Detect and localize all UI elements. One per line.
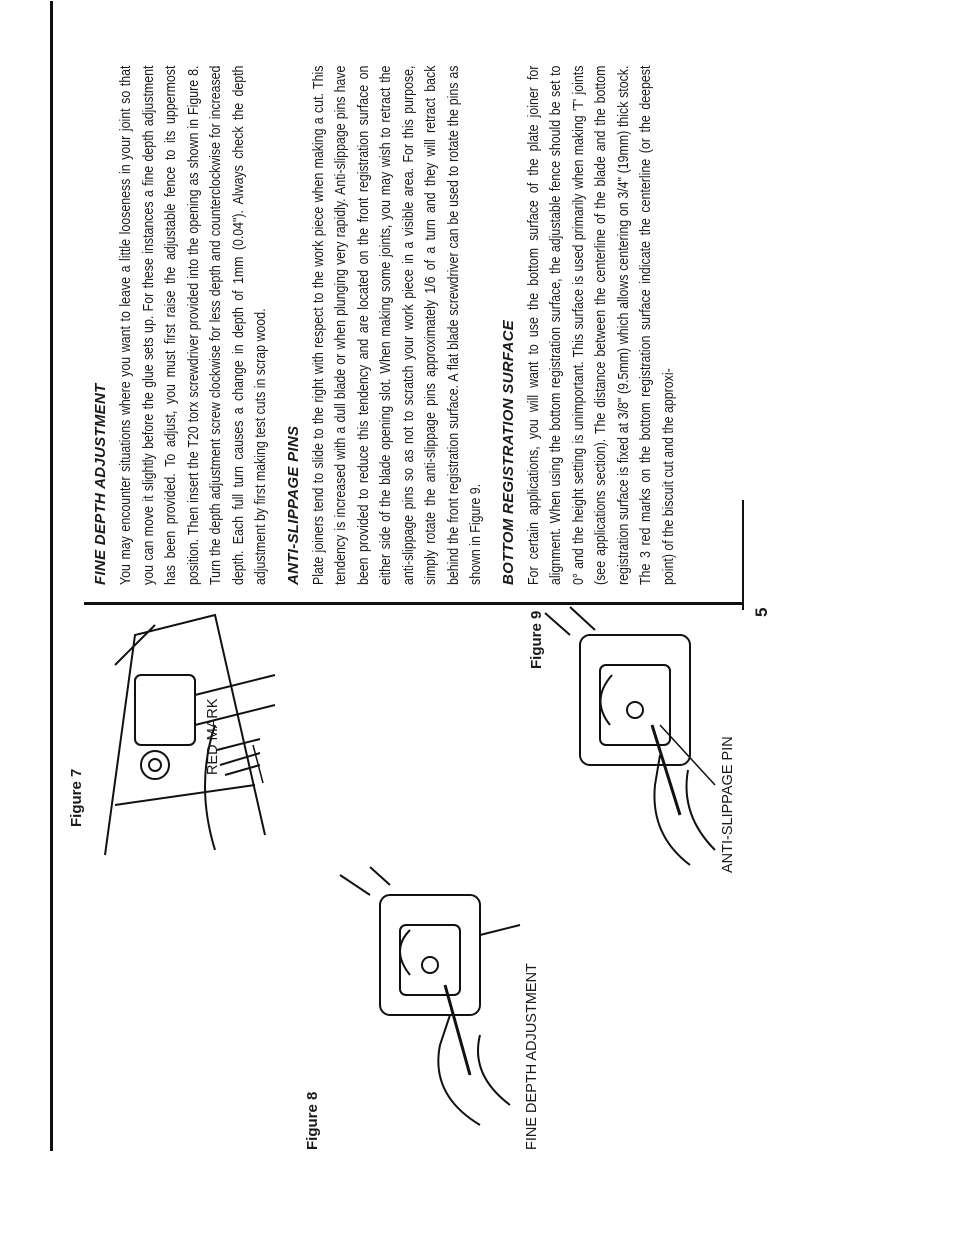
section-anti-slippage [285, 65, 488, 585]
figure-8-label: Figure 8 [304, 1091, 321, 1150]
figure-7-label: Figure 7 [68, 768, 85, 827]
figure-9-illustration [540, 605, 720, 875]
section-bottom-registration [500, 65, 681, 585]
section-fine-depth [92, 65, 273, 585]
heading-fine-depth: FINE DEPTH ADJUSTMENT [92, 383, 109, 585]
body-bottom-registration: For certain applications, you will want to use the bottom surface of the plate joiner for alignment. When using the bottom registration surface, the adjustable fence should be set to 0° and the height setting is unimportant. This surface is used primarily when making 'T' joints (see applications section). The distance between the centerline of the blade and the bottom registration surface is fixed at 3/8" (9.5mm) which allows centering on 3/4" (19mm) thick stock. The 3 red marks on the bottom registration surface indicate the centerline (or the deepest point) of the biscuit cut and the approxi- [525, 65, 677, 585]
figure-9-label: Figure 9 [528, 610, 545, 669]
figure-9-callout: ANTI-SLIPPAGE PIN [720, 736, 736, 873]
figure-8-callout: FINE DEPTH ADJUSTMENT [524, 963, 540, 1150]
body-anti-slippage: Plate joiners tend to slide to the right with respect to the work piece when making a cut. This tendency is increased with a dull blade or when plunging very rapidly. Anti-slippage pins have been provided to reduce this tendency and are located on the front registration surface on either side of the blade opening slot. When making some joints, you may wish to retract the anti-slippage pins so as not to scratch your work piece in a visible area. For this purpose, simply rotate the anti-slippage pins approximately 1/6 of a turn and they will retract back behind the front registration surface. A flat blade screwdriver can be used to rotate the pins as shown in Figure 9. [310, 65, 484, 585]
figure-7-illustration [95, 605, 285, 865]
text-column [92, 65, 692, 585]
heading-bottom-registration: BOTTOM REGISTRATION SURFACE [499, 319, 517, 585]
page-number-rule [742, 500, 744, 610]
figure-7-callout: RED MARK [205, 698, 221, 775]
heading-anti-slippage: ANTI-SLIPPAGE PINS [284, 425, 302, 585]
top-rule [50, 1, 53, 1151]
figure-8-illustration [330, 865, 530, 1135]
body-fine-depth: You may encounter situations where you want to leave a little looseness in your joint so that you can move it slightly before the glue sets up. For these instances a fine depth adjustment has been provided. To adjust, you must first raise the adjustable fence to its uppermost position. Then insert the T20 torx screwdriver provided into the opening as shown in Figure 8. Turn the depth adjustment screw clockwise for less depth and counterclockwise for increased depth. Each full turn causes a change in depth of 1mm (0.04"). Always check the depth adjustment by first making test cuts in scrap wood. [118, 65, 269, 585]
page-number: 5 [752, 607, 771, 617]
